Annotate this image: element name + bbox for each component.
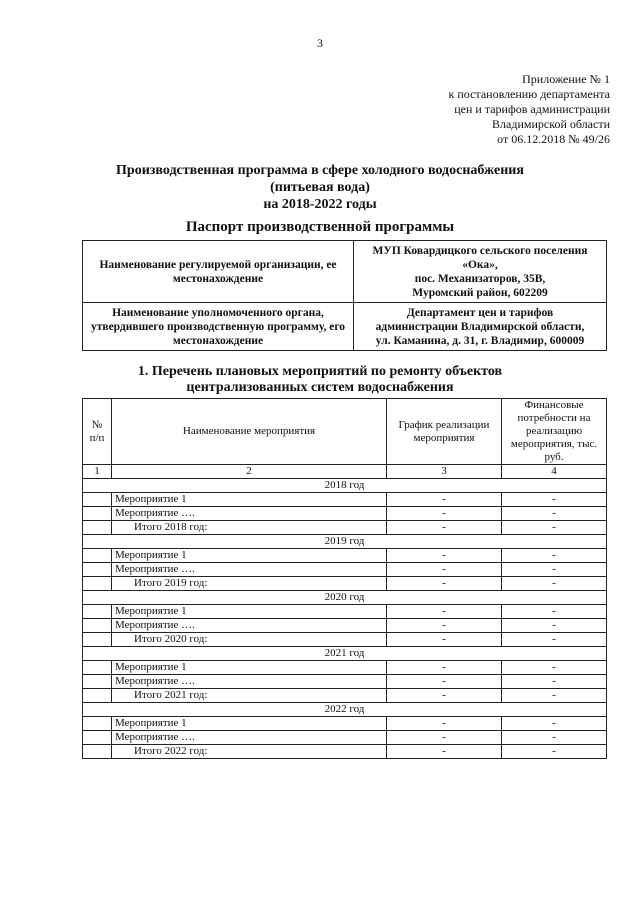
- total-label: Итого 2018 год:: [112, 521, 387, 535]
- finance-cell: -: [502, 549, 607, 563]
- row-number-cell: [83, 731, 112, 745]
- finance-cell: -: [502, 633, 607, 647]
- appendix-line: Приложение № 1: [522, 72, 610, 86]
- measures-table: [82, 398, 607, 759]
- schedule-cell: -: [387, 577, 502, 591]
- total-label: Итого 2021 год:: [112, 689, 387, 703]
- passport-value-line: ул. Каманина, д. 31, г. Владимир, 600009: [375, 334, 585, 347]
- year-row: [83, 647, 607, 661]
- row-number-cell: [83, 745, 112, 759]
- finance-cell: -: [502, 605, 607, 619]
- row-number-cell: [83, 577, 112, 591]
- schedule-cell: -: [387, 689, 502, 703]
- year-row: [83, 479, 607, 493]
- passport-label: Наименование уполномоченного органа, утвердившего производственную программу, его местонахождение: [83, 303, 354, 351]
- row-number-cell: [83, 563, 112, 577]
- column-number-row: [83, 465, 607, 479]
- total-row: [83, 521, 607, 535]
- finance-cell: -: [502, 563, 607, 577]
- row-number-cell: [83, 605, 112, 619]
- table-row: [83, 675, 607, 689]
- year-label: 2018 год: [83, 479, 607, 493]
- column-header: № п/п: [83, 399, 112, 465]
- row-number-cell: [83, 619, 112, 633]
- finance-cell: -: [502, 577, 607, 591]
- appendix-line: цен и тарифов администрации: [454, 102, 610, 116]
- finance-cell: -: [502, 661, 607, 675]
- schedule-cell: -: [387, 745, 502, 759]
- measure-name: Мероприятие 1: [112, 493, 387, 507]
- column-number: 2: [112, 465, 387, 479]
- finance-cell: -: [502, 675, 607, 689]
- year-label: 2022 год: [83, 703, 607, 717]
- passport-heading: Паспорт производственной программы: [185, 219, 455, 235]
- row-number-cell: [83, 675, 112, 689]
- table-row: [83, 605, 607, 619]
- appendix-line: Владимирской области: [492, 117, 610, 131]
- schedule-cell: -: [387, 661, 502, 675]
- finance-cell: -: [502, 745, 607, 759]
- column-number: 4: [502, 465, 607, 479]
- row-number-cell: [83, 689, 112, 703]
- finance-cell: -: [502, 521, 607, 535]
- passport-label: Наименование регулируемой организации, ее местонахождение: [83, 241, 354, 303]
- measure-name: Мероприятие ….: [112, 563, 387, 577]
- column-header: Наименование мероприятия: [112, 399, 387, 465]
- schedule-cell: -: [387, 493, 502, 507]
- document-title: [60, 162, 580, 213]
- page-number: 3: [317, 36, 323, 50]
- schedule-cell: -: [387, 675, 502, 689]
- finance-cell: -: [502, 717, 607, 731]
- table-row: [83, 661, 607, 675]
- year-label: 2019 год: [83, 535, 607, 549]
- title-line: Производственная программа в сфере холодного водоснабжения: [116, 163, 524, 178]
- passport-value-line: «Ока»,: [462, 258, 498, 271]
- total-label: Итого 2019 год:: [112, 577, 387, 591]
- section-heading-line: централизованных систем водоснабжения: [186, 380, 454, 395]
- schedule-cell: -: [387, 619, 502, 633]
- passport-value-line: пос. Механизаторов, 35В,: [414, 272, 546, 285]
- column-number: 3: [387, 465, 502, 479]
- section-heading: [60, 364, 580, 396]
- row-number-cell: [83, 507, 112, 521]
- section-heading-line: 1. Перечень плановых мероприятий по ремонту объектов: [137, 364, 503, 379]
- measure-name: Мероприятие ….: [112, 675, 387, 689]
- total-row: [83, 689, 607, 703]
- year-label: 2021 год: [83, 647, 607, 661]
- total-row: [83, 633, 607, 647]
- total-row: [83, 577, 607, 591]
- year-label: 2020 год: [83, 591, 607, 605]
- table-header-row: [83, 399, 607, 465]
- passport-row: [83, 303, 607, 351]
- measure-name: Мероприятие 1: [112, 549, 387, 563]
- measure-name: Мероприятие 1: [112, 717, 387, 731]
- finance-cell: -: [502, 619, 607, 633]
- measure-name: Мероприятие ….: [112, 619, 387, 633]
- finance-cell: -: [502, 731, 607, 745]
- appendix-line: к постановлению департамента: [448, 87, 610, 101]
- row-number-cell: [83, 717, 112, 731]
- column-header: Финансовые потребности на реализацию мероприятия, тыс. руб.: [502, 399, 607, 465]
- year-row: [83, 703, 607, 717]
- measure-name: Мероприятие ….: [112, 731, 387, 745]
- row-number-cell: [83, 633, 112, 647]
- passport-value-line: Департамент цен и тарифов: [406, 306, 554, 319]
- passport-value-line: МУП Ковардицкого сельского поселения: [372, 244, 588, 257]
- row-number-cell: [83, 549, 112, 563]
- finance-cell: -: [502, 493, 607, 507]
- title-line: на 2018-2022 годы: [263, 197, 377, 212]
- schedule-cell: -: [387, 717, 502, 731]
- year-row: [83, 591, 607, 605]
- measure-name: Мероприятие 1: [112, 605, 387, 619]
- table-row: [83, 731, 607, 745]
- schedule-cell: -: [387, 549, 502, 563]
- passport-value: [354, 241, 607, 303]
- table-row: [83, 717, 607, 731]
- schedule-cell: -: [387, 605, 502, 619]
- table-row: [83, 619, 607, 633]
- appendix-block: [390, 72, 610, 147]
- table-row: [83, 549, 607, 563]
- total-row: [83, 745, 607, 759]
- year-row: [83, 535, 607, 549]
- measure-name: Мероприятие 1: [112, 661, 387, 675]
- table-row: [83, 507, 607, 521]
- row-number-cell: [83, 493, 112, 507]
- schedule-cell: -: [387, 521, 502, 535]
- schedule-cell: -: [387, 731, 502, 745]
- measure-name: Мероприятие ….: [112, 507, 387, 521]
- passport-table: [82, 240, 607, 351]
- total-label: Итого 2020 год:: [112, 633, 387, 647]
- passport-value-line: Муромский район, 602209: [412, 286, 548, 299]
- finance-cell: -: [502, 689, 607, 703]
- schedule-cell: -: [387, 633, 502, 647]
- passport-row: [83, 241, 607, 303]
- column-header: График реализации мероприятия: [387, 399, 502, 465]
- table-row: [83, 493, 607, 507]
- finance-cell: -: [502, 507, 607, 521]
- appendix-line: от 06.12.2018 № 49/26: [497, 132, 610, 146]
- table-row: [83, 563, 607, 577]
- passport-value: [354, 303, 607, 351]
- schedule-cell: -: [387, 507, 502, 521]
- row-number-cell: [83, 661, 112, 675]
- title-line: (питьевая вода): [270, 180, 370, 195]
- row-number-cell: [83, 521, 112, 535]
- column-number: 1: [83, 465, 112, 479]
- passport-value-line: администрации Владимирской области,: [375, 320, 585, 333]
- total-label: Итого 2022 год:: [112, 745, 387, 759]
- schedule-cell: -: [387, 563, 502, 577]
